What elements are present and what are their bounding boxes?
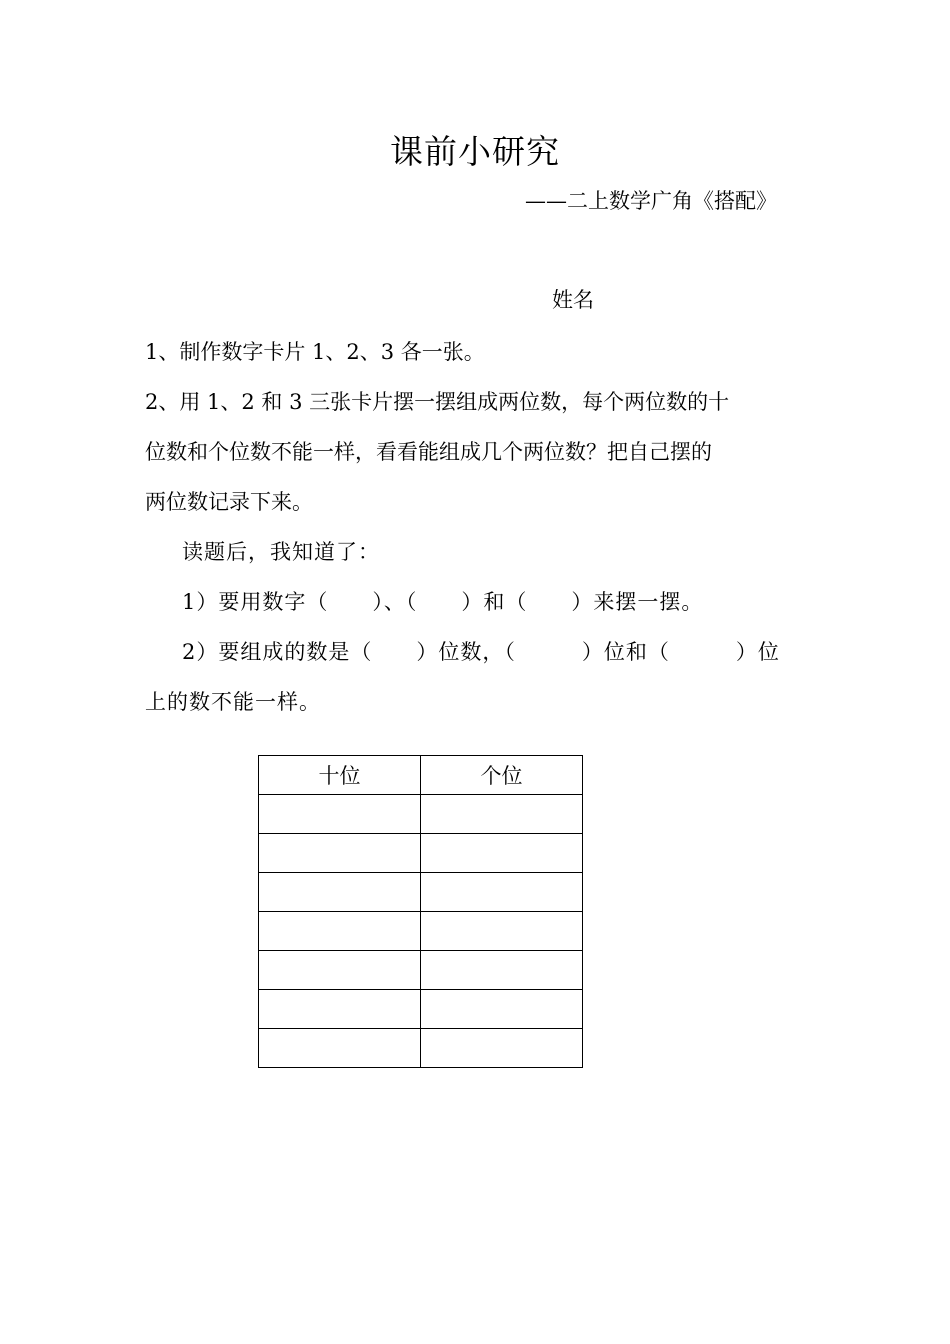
question-1: 1）要用数字（ ）、（ ）和（ ）来摆一摆。 bbox=[182, 590, 704, 614]
tens-cell[interactable] bbox=[259, 990, 421, 1029]
header-tens: 十位 bbox=[259, 756, 421, 795]
table-row bbox=[259, 912, 583, 951]
reading-prompt: 读题后，我知道了： bbox=[182, 540, 380, 564]
instruction-line-2: 2、用 1、2 和 3 三张卡片摆一摆组成两位数，每个两位数的十 bbox=[145, 390, 730, 414]
header-ones: 个位 bbox=[421, 756, 583, 795]
page-subtitle: ——二上数学广角《搭配》 bbox=[525, 189, 777, 213]
tens-cell[interactable] bbox=[259, 951, 421, 990]
table-row bbox=[259, 1029, 583, 1068]
ones-cell[interactable] bbox=[421, 795, 583, 834]
tens-cell[interactable] bbox=[259, 795, 421, 834]
ones-cell[interactable] bbox=[421, 990, 583, 1029]
question-2-continued: 上的数不能一样。 bbox=[145, 690, 321, 714]
tens-cell[interactable] bbox=[259, 1029, 421, 1068]
ones-cell[interactable] bbox=[421, 951, 583, 990]
name-label: 姓名 bbox=[552, 288, 594, 312]
tens-cell[interactable] bbox=[259, 873, 421, 912]
ones-cell[interactable] bbox=[421, 834, 583, 873]
ones-cell[interactable] bbox=[421, 912, 583, 951]
ones-cell[interactable] bbox=[421, 1029, 583, 1068]
ones-cell[interactable] bbox=[421, 873, 583, 912]
tens-cell[interactable] bbox=[259, 834, 421, 873]
table-row bbox=[259, 990, 583, 1029]
table-header-row bbox=[259, 756, 583, 795]
table-row bbox=[259, 795, 583, 834]
instruction-line-3: 位数和个位数不能一样，看看能组成几个两位数？把自己摆的 bbox=[145, 440, 712, 464]
table-row bbox=[259, 834, 583, 873]
question-2: 2）要组成的数是（ ）位数，（ ）位和（ ）位 bbox=[182, 640, 780, 664]
instruction-line-1: 1、制作数字卡片 1、2、3 各一张。 bbox=[145, 340, 485, 364]
answer-table bbox=[258, 755, 583, 1068]
table-row bbox=[259, 951, 583, 990]
tens-cell[interactable] bbox=[259, 912, 421, 951]
instruction-line-4: 两位数记录下来。 bbox=[145, 490, 313, 514]
table-row bbox=[259, 873, 583, 912]
page-title: 课前小研究 bbox=[390, 132, 560, 171]
